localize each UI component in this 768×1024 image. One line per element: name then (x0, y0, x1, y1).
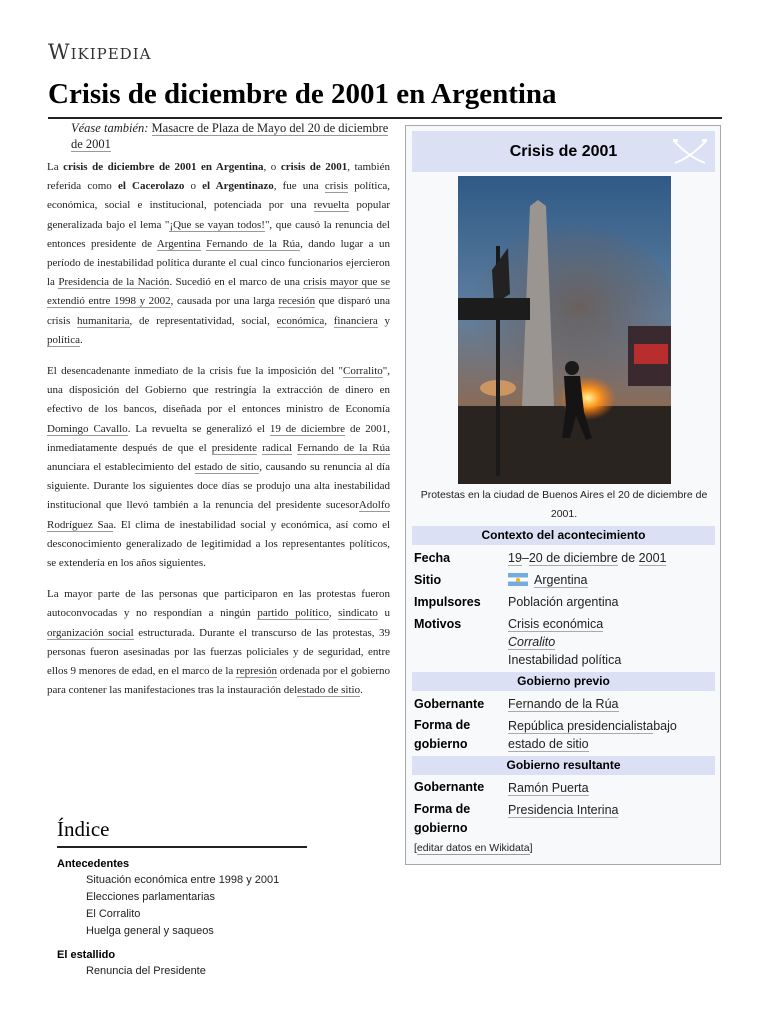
table-of-contents (57, 817, 387, 980)
link-crisis[interactable]: crisis (324, 180, 349, 193)
link-estado-de-sitio[interactable]: estado de sitio (194, 461, 260, 474)
toc-item[interactable]: Elecciones parlamentarias (86, 891, 216, 903)
value-gobernante-resultante (508, 779, 716, 797)
link-que-se-vayan-todos[interactable]: ¡Que se vayan todos! (169, 218, 265, 231)
toc-underline (57, 846, 307, 848)
link-recesion[interactable]: recesión (278, 295, 316, 308)
section-contexto: Contexto del acontecimiento (412, 526, 715, 545)
paragraph-intro: La crisis de diciembre de 2001 en Argentina, o crisis de 2001, también referida como el Cacerolazo o el Argentinazo, fue una crisis política, económica, social e institucional, potenciada por una revuelta popular generalizada bajo el lema "¡Que se vayan todos!", que causó la renuncia del entonces presidente de Argentina Fernando de la Rúa, dando lugar a un período de inestabilidad política durante el cual cinco funcionarios ejercieron la Presidencia de la Nación. Sucedió en el marco de una crisis mayor que se extendió entre 1998 y 2002, causada por una larga recesión que disparó una crisis humanitaria, de representatividad, social, económica, financiera y política. (47, 161, 391, 346)
value-forma-previo: República presidencialistabajo estado de sitio (508, 719, 677, 751)
link-adolfo-rodriguez-saa[interactable]: Adolfo Rodríguez Saa (47, 499, 390, 531)
label-fecha: Fecha (414, 551, 451, 565)
value-impulsores: Población argentina (508, 595, 619, 609)
section-gobierno-resultante: Gobierno resultante (412, 756, 715, 775)
link-revuelta[interactable]: revuelta (313, 199, 350, 212)
label-forma-resultante: Forma de gobierno (414, 802, 471, 835)
protest-photo[interactable] (458, 176, 671, 484)
label-forma-previo: Forma de gobierno (414, 718, 471, 751)
link-fernando-de-la-rua[interactable]: Fernando de la Rúa (297, 441, 391, 454)
link-corralito[interactable]: Corralito (343, 365, 383, 378)
toc-item[interactable]: Huelga general y saqueos (86, 925, 214, 937)
value-fecha: 19–20 de diciembre de 2001 (508, 551, 667, 565)
link-economica[interactable]: económica (276, 314, 325, 327)
link-crisis-economica[interactable]: Crisis económica (508, 617, 604, 631)
link-19-de-diciembre[interactable]: 19 de diciembre (269, 422, 346, 435)
label-impulsores: Impulsores (414, 595, 481, 609)
link-presidencia[interactable]: Presidencia de la Nación (58, 276, 170, 289)
paragraph-protests: La mayor parte de las personas que participaron en las protestas fueron autoconvocadas y no respondían a ningún partido político, sindicato u organización social estructurada. Durante el transcurso de las protestas, 39 personas fueron asesinadas por las fuerzas policiales y de seguridad, entre ellos 9 menores de edad, en el marco de la represión ordenada por el gobierno para contener las manifestaciones tras la instauración delestado de sitio. (47, 588, 391, 697)
link-organizacion-social[interactable]: organización social (47, 626, 134, 639)
bold-term: crisis de 2001 (280, 161, 348, 173)
infobox (405, 125, 721, 865)
link-radical[interactable]: radical (262, 441, 293, 454)
link-republica-presidencialista[interactable]: República presidencialista (508, 719, 654, 733)
page-title: Crisis de diciembre de 2001 en Argentina (48, 78, 557, 110)
see-also-link[interactable]: Masacre de Plaza de Mayo del 20 de diciembre de 2001 (71, 121, 389, 151)
link-sindicato[interactable]: sindicato (338, 607, 378, 620)
title-underline (48, 117, 722, 119)
link-estado-de-sitio-infobox[interactable]: estado de sitio (508, 737, 589, 751)
photo-caption: Protestas en la ciudad de Buenos Aires el 20 de diciembre de 2001. (420, 489, 708, 520)
link-20-de-diciembre[interactable]: 20 de diciembre (528, 551, 618, 565)
link-fernando-de-la-rua-infobox[interactable]: Fernando de la Rúa (508, 697, 619, 711)
label-motivos: Motivos (414, 617, 462, 631)
edit-wikidata-link[interactable]: editar datos en Wikidata (416, 842, 530, 854)
toc-item[interactable]: El Corralito (86, 908, 141, 920)
article-body (47, 120, 390, 712)
protest-photo-image (458, 176, 671, 484)
link-argentina[interactable]: Argentina (156, 237, 201, 250)
link-presidente[interactable]: presidente (211, 441, 257, 454)
wikipedia-logo: Wikipedia (48, 40, 152, 64)
toc-item[interactable]: Renuncia del Presidente (86, 965, 206, 977)
section-gobierno-previo: Gobierno previo (412, 672, 715, 691)
link-presidencia-interina[interactable]: Presidencia Interina (508, 803, 619, 817)
motivo-inestabilidad: Inestabilidad política (508, 653, 622, 667)
toc-title: Índice (57, 817, 110, 841)
link-politica[interactable]: política (47, 333, 80, 346)
crossed-sabers-icon (671, 137, 709, 167)
link-domingo-cavallo[interactable]: Domingo Cavallo (47, 422, 128, 435)
infobox-title: Crisis de 2001 (509, 143, 618, 160)
see-also-prefix: Véase también: (71, 121, 149, 135)
link-estado-de-sitio[interactable]: estado de sitio (297, 684, 361, 697)
toc-item[interactable]: Situación económica entre 1998 y 2001 (86, 874, 280, 886)
link-fecha-dia[interactable]: 19 (508, 551, 522, 565)
value-sitio (508, 571, 716, 589)
label-sitio: Sitio (414, 573, 442, 587)
bold-term: crisis de diciembre de 2001 en Argentina (63, 161, 264, 173)
paragraph-trigger: El desencadenante inmediato de la crisis fue la imposición del "Corralito", una disposición del Gobierno que restringía la extracción de dinero en efectivo de los bancos, diseñada por el entonces ministro de Economía Domingo Cavallo. La revuelta se generalizó el 19 de diciembre de 2001, inmediatamente después de que el presidente radical Fernando de la Rúa anunciara el establecimiento del estado de sitio, causando su renuncia al día siguiente. Durante los siguientes doce días se produjo una alta inestabilidad institucional que llevó también a la renuncia del presidente sucesorAdolfo Rodríguez Saa. El clima de inestabilidad social y económica, así como el desconocimiento generalizado de legitimidad a los representantes políticos, se extendería en los años siguientes. (47, 365, 391, 570)
bold-term: el Argentinazo (202, 180, 274, 193)
bold-term: el Cacerolazo (117, 180, 185, 193)
value-forma-resultante (508, 801, 716, 819)
link-represion[interactable]: represión (236, 665, 277, 678)
toc-section[interactable]: El estallido (57, 949, 116, 961)
link-partido-politico[interactable]: partido político (257, 607, 329, 620)
link-argentina-sitio[interactable]: Argentina (534, 573, 588, 587)
toc-section[interactable]: Antecedentes (57, 858, 130, 870)
label-gobernante-previo: Gobernante (414, 697, 485, 711)
argentina-flag-icon (508, 573, 528, 586)
link-humanitaria[interactable]: humanitaria (76, 314, 130, 327)
link-2001[interactable]: 2001 (638, 551, 667, 565)
edit-wikidata: [editar datos en Wikidata] (414, 842, 533, 854)
infobox-header (412, 131, 715, 172)
link-crisis-mayor[interactable]: crisis mayor que se extendió entre 1998 y 2002 (47, 276, 390, 308)
value-motivos (508, 615, 716, 669)
link-corralito-motivo[interactable]: Corralito (508, 635, 556, 649)
value-gobernante-previo (508, 695, 716, 713)
see-also-note (71, 120, 390, 152)
link-fernando-de-la-rua[interactable]: Fernando de la Rúa (206, 237, 301, 250)
label-gobernante-resultante: Gobernante (414, 780, 485, 794)
link-ramon-puerta[interactable]: Ramón Puerta (508, 781, 589, 795)
link-financiera[interactable]: financiera (333, 314, 378, 327)
